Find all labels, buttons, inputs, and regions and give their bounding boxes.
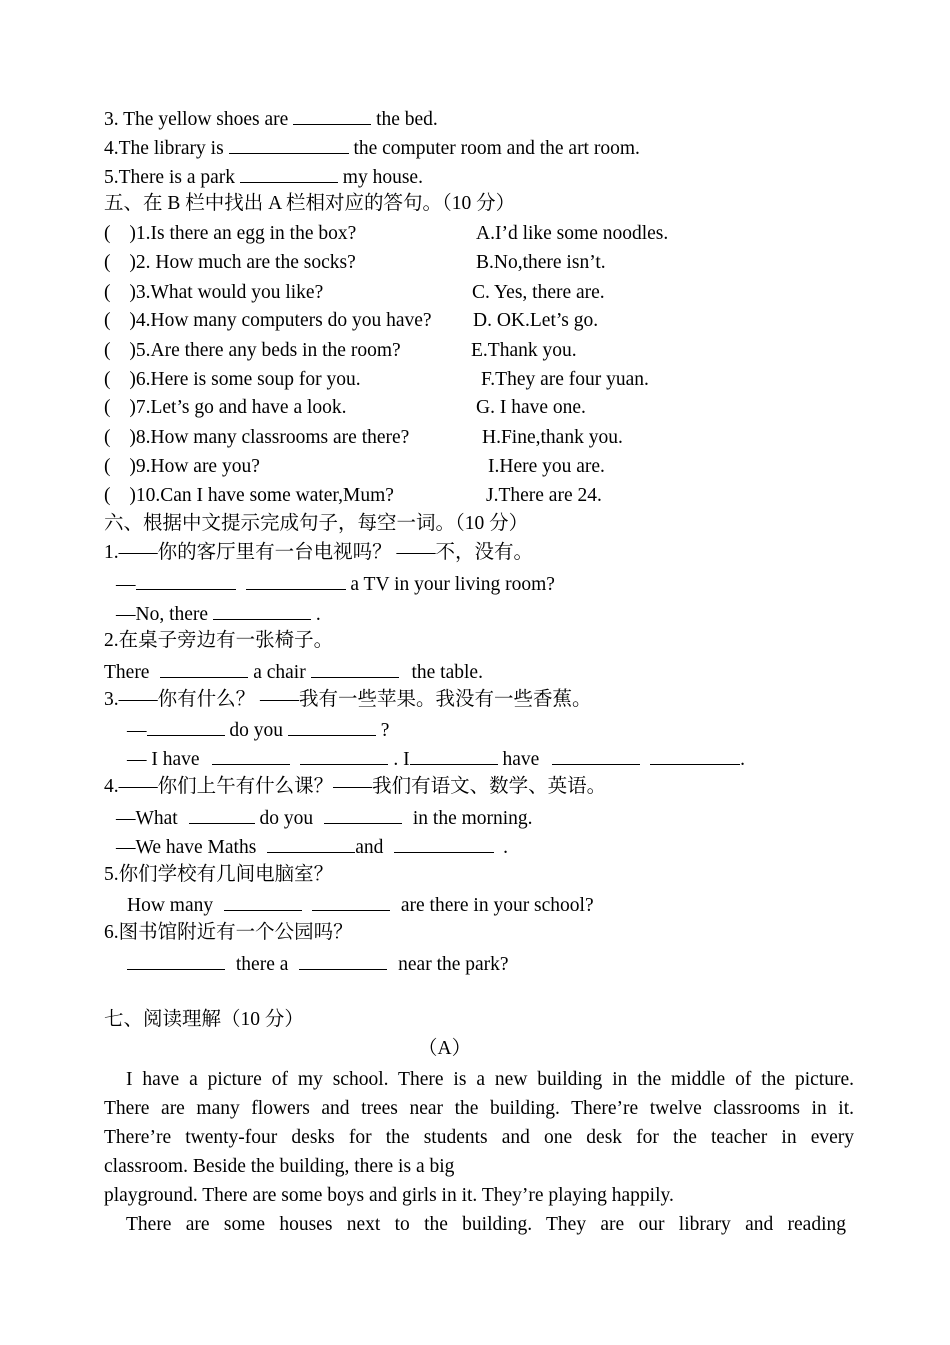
- match-answer: A.I’d like some noodles.: [476, 223, 669, 244]
- paren: (: [104, 223, 111, 244]
- line-text: a TV in your living room?: [345, 574, 555, 595]
- question-text: )5.Are there any beds in the room?: [124, 340, 401, 361]
- answer-blank[interactable]: [410, 746, 498, 765]
- match-question: [104, 368, 361, 392]
- passage-line: I have a picture of my school. There is a new building in the middle of the picture.: [126, 1069, 854, 1090]
- answer-blank[interactable]: [324, 805, 402, 824]
- sec4-item-4: [104, 135, 640, 161]
- answer-blank[interactable]: [267, 834, 355, 853]
- paren: (: [104, 252, 111, 273]
- line-text: do you: [254, 808, 318, 829]
- paren: (: [104, 340, 111, 361]
- answer-blank[interactable]: [288, 717, 376, 736]
- line-text: —What: [116, 808, 183, 829]
- q1-line-b: [116, 601, 321, 627]
- line-text: and: [355, 837, 389, 858]
- line-text: .: [498, 837, 508, 858]
- answer-blank[interactable]: [147, 717, 225, 736]
- answer-blank[interactable]: [293, 106, 371, 125]
- paren: (: [104, 310, 111, 331]
- q2-line: [104, 659, 483, 685]
- q4-line-b: [116, 834, 508, 860]
- q5-chinese: 5.你们学校有几间电脑室？: [104, 864, 334, 885]
- question-text: )3.What would you like?: [124, 282, 324, 303]
- question-text: )2. How much are the socks?: [124, 252, 356, 273]
- q6-line: [127, 951, 509, 977]
- line-text: —We have Maths: [116, 837, 262, 858]
- match-question: [104, 339, 401, 363]
- q3-line-a: [127, 717, 389, 743]
- passage-line: There’re twenty-four desks for the students and one desk for the teacher in every: [104, 1127, 854, 1148]
- line-text: How many: [127, 895, 218, 916]
- answer-blank[interactable]: [229, 135, 349, 154]
- question-text: )10.Can I have some water,Mum?: [124, 485, 394, 506]
- passage-line: There are many flowers and trees near the building. There’re twelve classrooms in it.: [104, 1098, 854, 1119]
- sec4-item-5: [104, 164, 423, 190]
- answer-blank[interactable]: [224, 892, 302, 911]
- passage-paragraph-1: [104, 1065, 854, 1210]
- answer-blank[interactable]: [240, 164, 338, 183]
- answer-blank[interactable]: [246, 571, 346, 590]
- line-text: the table.: [406, 662, 483, 683]
- match-answer: E.Thank you.: [471, 340, 577, 361]
- line-text: —No, there: [116, 604, 213, 625]
- answer-blank[interactable]: [650, 746, 740, 765]
- q3-chinese: 3.——你有什么？ ——我有一些苹果。我没有一些香蕉。: [104, 689, 592, 710]
- answer-blank[interactable]: [299, 951, 387, 970]
- match-question: [104, 426, 409, 450]
- item-text: the computer room and the art room.: [348, 138, 640, 159]
- question-text: )9.How are you?: [124, 456, 260, 477]
- q4-line-a: [116, 805, 533, 831]
- dash: —: [127, 720, 147, 741]
- item-text: my house.: [337, 167, 423, 188]
- section-7-title: 七、阅读理解（10 分）: [104, 1009, 304, 1030]
- paren: (: [104, 427, 111, 448]
- match-answer: D. OK.Let’s go.: [473, 310, 599, 331]
- line-text: ?: [375, 720, 390, 741]
- answer-blank[interactable]: [311, 659, 399, 678]
- paren: (: [104, 456, 111, 477]
- match-question: [104, 222, 356, 246]
- q1-chinese: 1.——你的客厅里有一台电视吗？ ——不，没有。: [104, 542, 534, 563]
- answer-blank[interactable]: [189, 805, 255, 824]
- question-text: )8.How many classrooms are there?: [124, 427, 410, 448]
- line-text: — I have: [127, 749, 205, 770]
- passage-line: classroom. Beside the building, there is a big: [104, 1156, 455, 1177]
- match-question: [104, 455, 260, 479]
- sec4-item-3: [104, 106, 438, 132]
- match-question: [104, 484, 394, 508]
- line-text: a chair: [248, 662, 311, 683]
- match-answer: I.Here you are.: [488, 456, 605, 477]
- passage-paragraph-2: [126, 1210, 846, 1239]
- match-answer: C. Yes, there are.: [472, 282, 605, 303]
- item-text: 4.The library is: [104, 138, 229, 159]
- q4-chinese: 4.——你们上午有什么课？——我们有语文、数学、英语。: [104, 776, 607, 797]
- paren: (: [104, 282, 111, 303]
- match-answer: F.They are four yuan.: [481, 369, 649, 390]
- line-text: There: [104, 662, 155, 683]
- paren: (: [104, 397, 111, 418]
- answer-blank[interactable]: [300, 746, 388, 765]
- line-text: there a: [231, 954, 294, 975]
- line-text: are there in your school?: [396, 895, 594, 916]
- match-answer: H.Fine,thank you.: [482, 427, 623, 448]
- match-answer: G. I have one.: [476, 397, 586, 418]
- answer-blank[interactable]: [394, 834, 494, 853]
- line-text: . I: [388, 749, 410, 770]
- match-question: [104, 251, 356, 275]
- section-5-title: 五、在 B 栏中找出 A 栏相对应的答句。（10 分）: [104, 193, 516, 214]
- question-text: )1.Is there an egg in the box?: [124, 223, 357, 244]
- line-text: in the morning.: [407, 808, 533, 829]
- q1-line-a: [116, 571, 555, 597]
- answer-blank[interactable]: [127, 951, 225, 970]
- dash: —: [116, 574, 136, 595]
- answer-blank[interactable]: [136, 571, 236, 590]
- answer-blank[interactable]: [552, 746, 640, 765]
- match-question: [104, 281, 323, 305]
- answer-blank[interactable]: [160, 659, 248, 678]
- item-text: the bed.: [371, 109, 438, 130]
- passage-line: There are some houses next to the building. They are our library and reading: [126, 1214, 846, 1235]
- item-text: 5.There is a park: [104, 167, 240, 188]
- line-text: .: [310, 604, 321, 625]
- match-answer: B.No,there isn’t.: [476, 252, 606, 273]
- q5-line: [127, 892, 594, 918]
- answer-blank[interactable]: [312, 892, 390, 911]
- paren: (: [104, 369, 111, 390]
- match-answer: J.There are 24.: [486, 485, 602, 506]
- match-question: [104, 396, 347, 420]
- q2-chinese: 2.在桌子旁边有一张椅子。: [104, 630, 334, 651]
- question-text: )7.Let’s go and have a look.: [124, 397, 347, 418]
- item-text: 3. The yellow shoes are: [104, 109, 294, 130]
- line-text: have: [497, 749, 545, 770]
- q3-line-b: [127, 746, 745, 772]
- line-text: .: [740, 749, 745, 770]
- q6-chinese: 6.图书馆附近有一个公园吗？: [104, 922, 353, 943]
- passage-label: （A）: [418, 1038, 472, 1059]
- answer-blank[interactable]: [213, 601, 311, 620]
- line-text: do you: [224, 720, 288, 741]
- section-6-title: 六、根据中文提示完成句子，每空一词。（10 分）: [104, 513, 529, 534]
- question-text: )4.How many computers do you have?: [124, 310, 432, 331]
- answer-blank[interactable]: [212, 746, 290, 765]
- passage-line: playground. There are some boys and girls in it. They’re playing happily.: [104, 1185, 674, 1206]
- match-question: [104, 309, 432, 333]
- line-text: near the park?: [393, 954, 509, 975]
- question-text: )6.Here is some soup for you.: [124, 369, 361, 390]
- paren: (: [104, 485, 111, 506]
